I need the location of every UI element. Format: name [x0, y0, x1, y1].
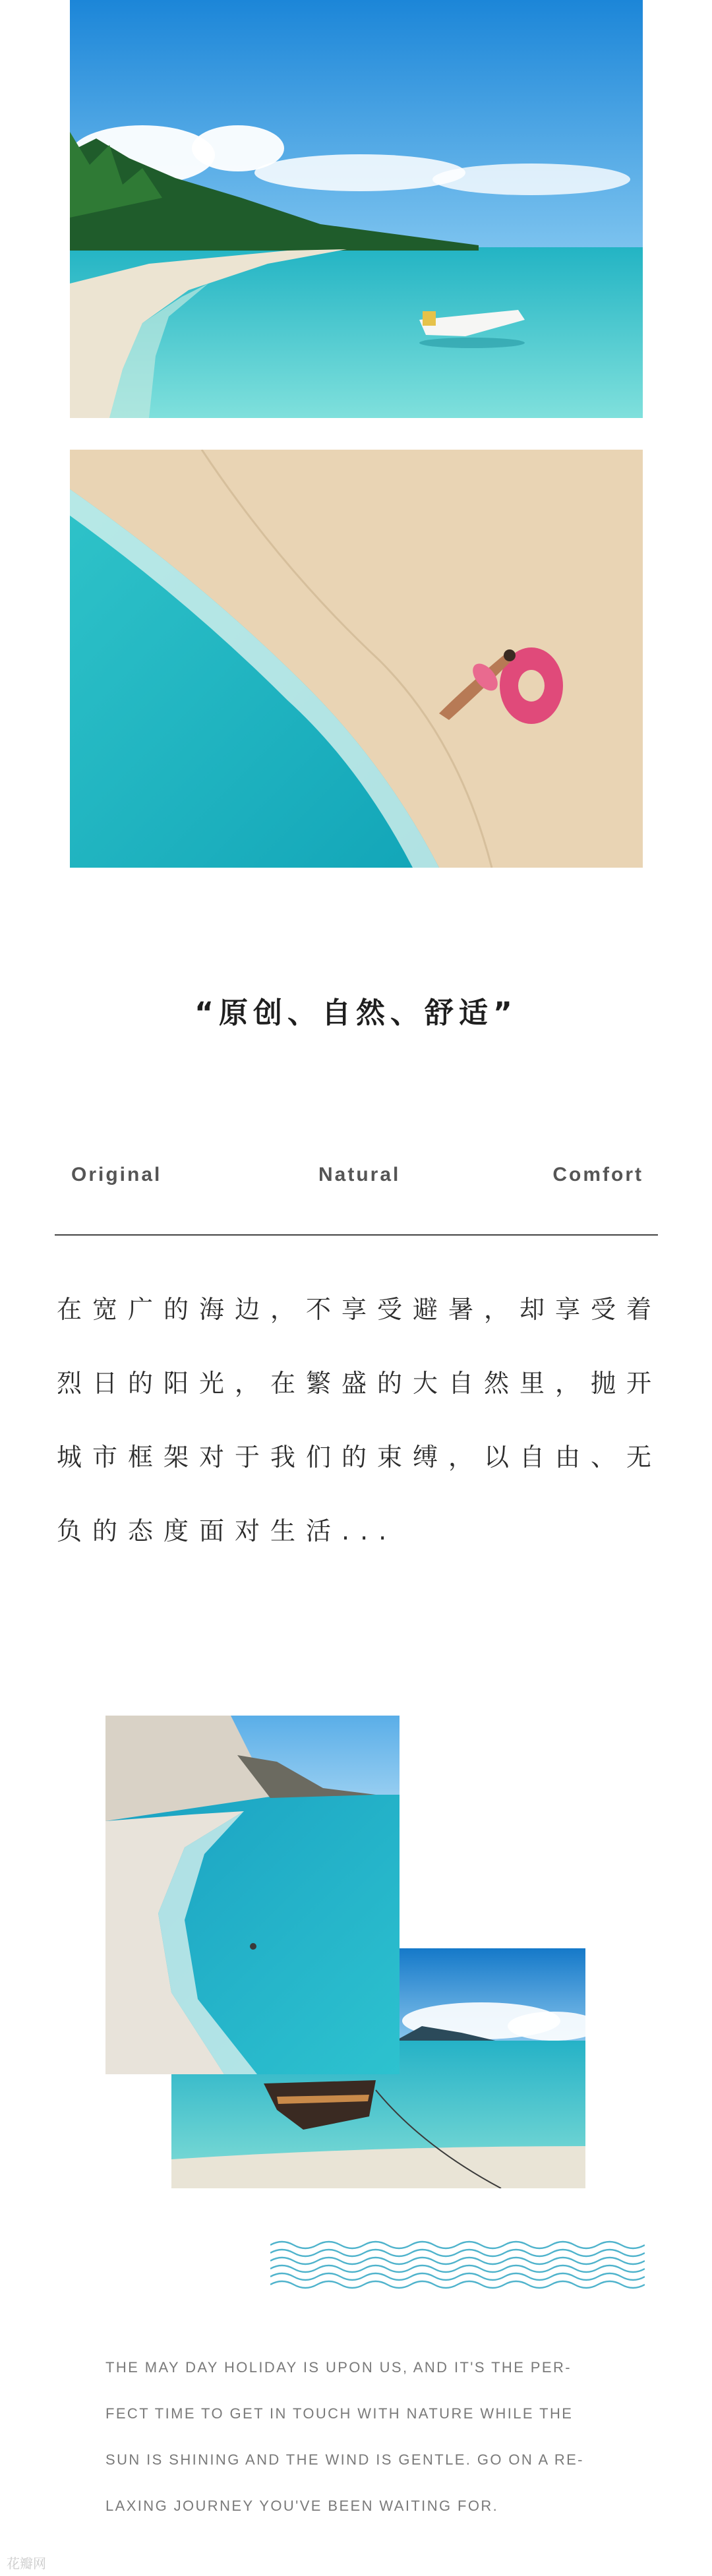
english-line: LAXING JOURNEY YOU'VE BEEN WAITING FOR. — [105, 2498, 499, 2514]
keyword-row — [71, 1164, 643, 1190]
beach-boat-photo — [70, 0, 643, 418]
keyword-original: Original — [71, 1164, 162, 1185]
keyword-natural: Natural — [318, 1164, 401, 1185]
cliff-beach-photo — [105, 1716, 400, 2074]
body-line: 烈日的阳光，在繁盛的大自然里，抛开 — [57, 1369, 663, 1398]
body-line: 负的态度面对生活... — [57, 1516, 398, 1545]
section-divider — [55, 1234, 658, 1236]
english-line: THE MAY DAY HOLIDAY IS UPON US, AND IT'S THE PER- — [105, 2359, 572, 2376]
english-line: FECT TIME TO GET IN TOUCH WITH NATURE WHILE THE — [105, 2405, 574, 2422]
body-line: 城市框架对于我们的束缚，以自由、无 — [57, 1443, 663, 1472]
english-paragraph — [105, 2359, 584, 2544]
waves-icon — [270, 2238, 645, 2291]
quote-title: “原创、自然、舒适” — [194, 996, 518, 1030]
body-paragraph — [57, 1289, 663, 1584]
body-line: 在宽广的海边，不享受避暑，却享受着 — [57, 1295, 663, 1324]
aerial-beach-photo — [70, 450, 643, 868]
english-line: SUN IS SHINING AND THE WIND IS GENTLE. GO ON A RE- — [105, 2451, 584, 2468]
keyword-comfort: Comfort — [552, 1164, 643, 1185]
watermark: 花瓣网 — [7, 2556, 46, 2571]
